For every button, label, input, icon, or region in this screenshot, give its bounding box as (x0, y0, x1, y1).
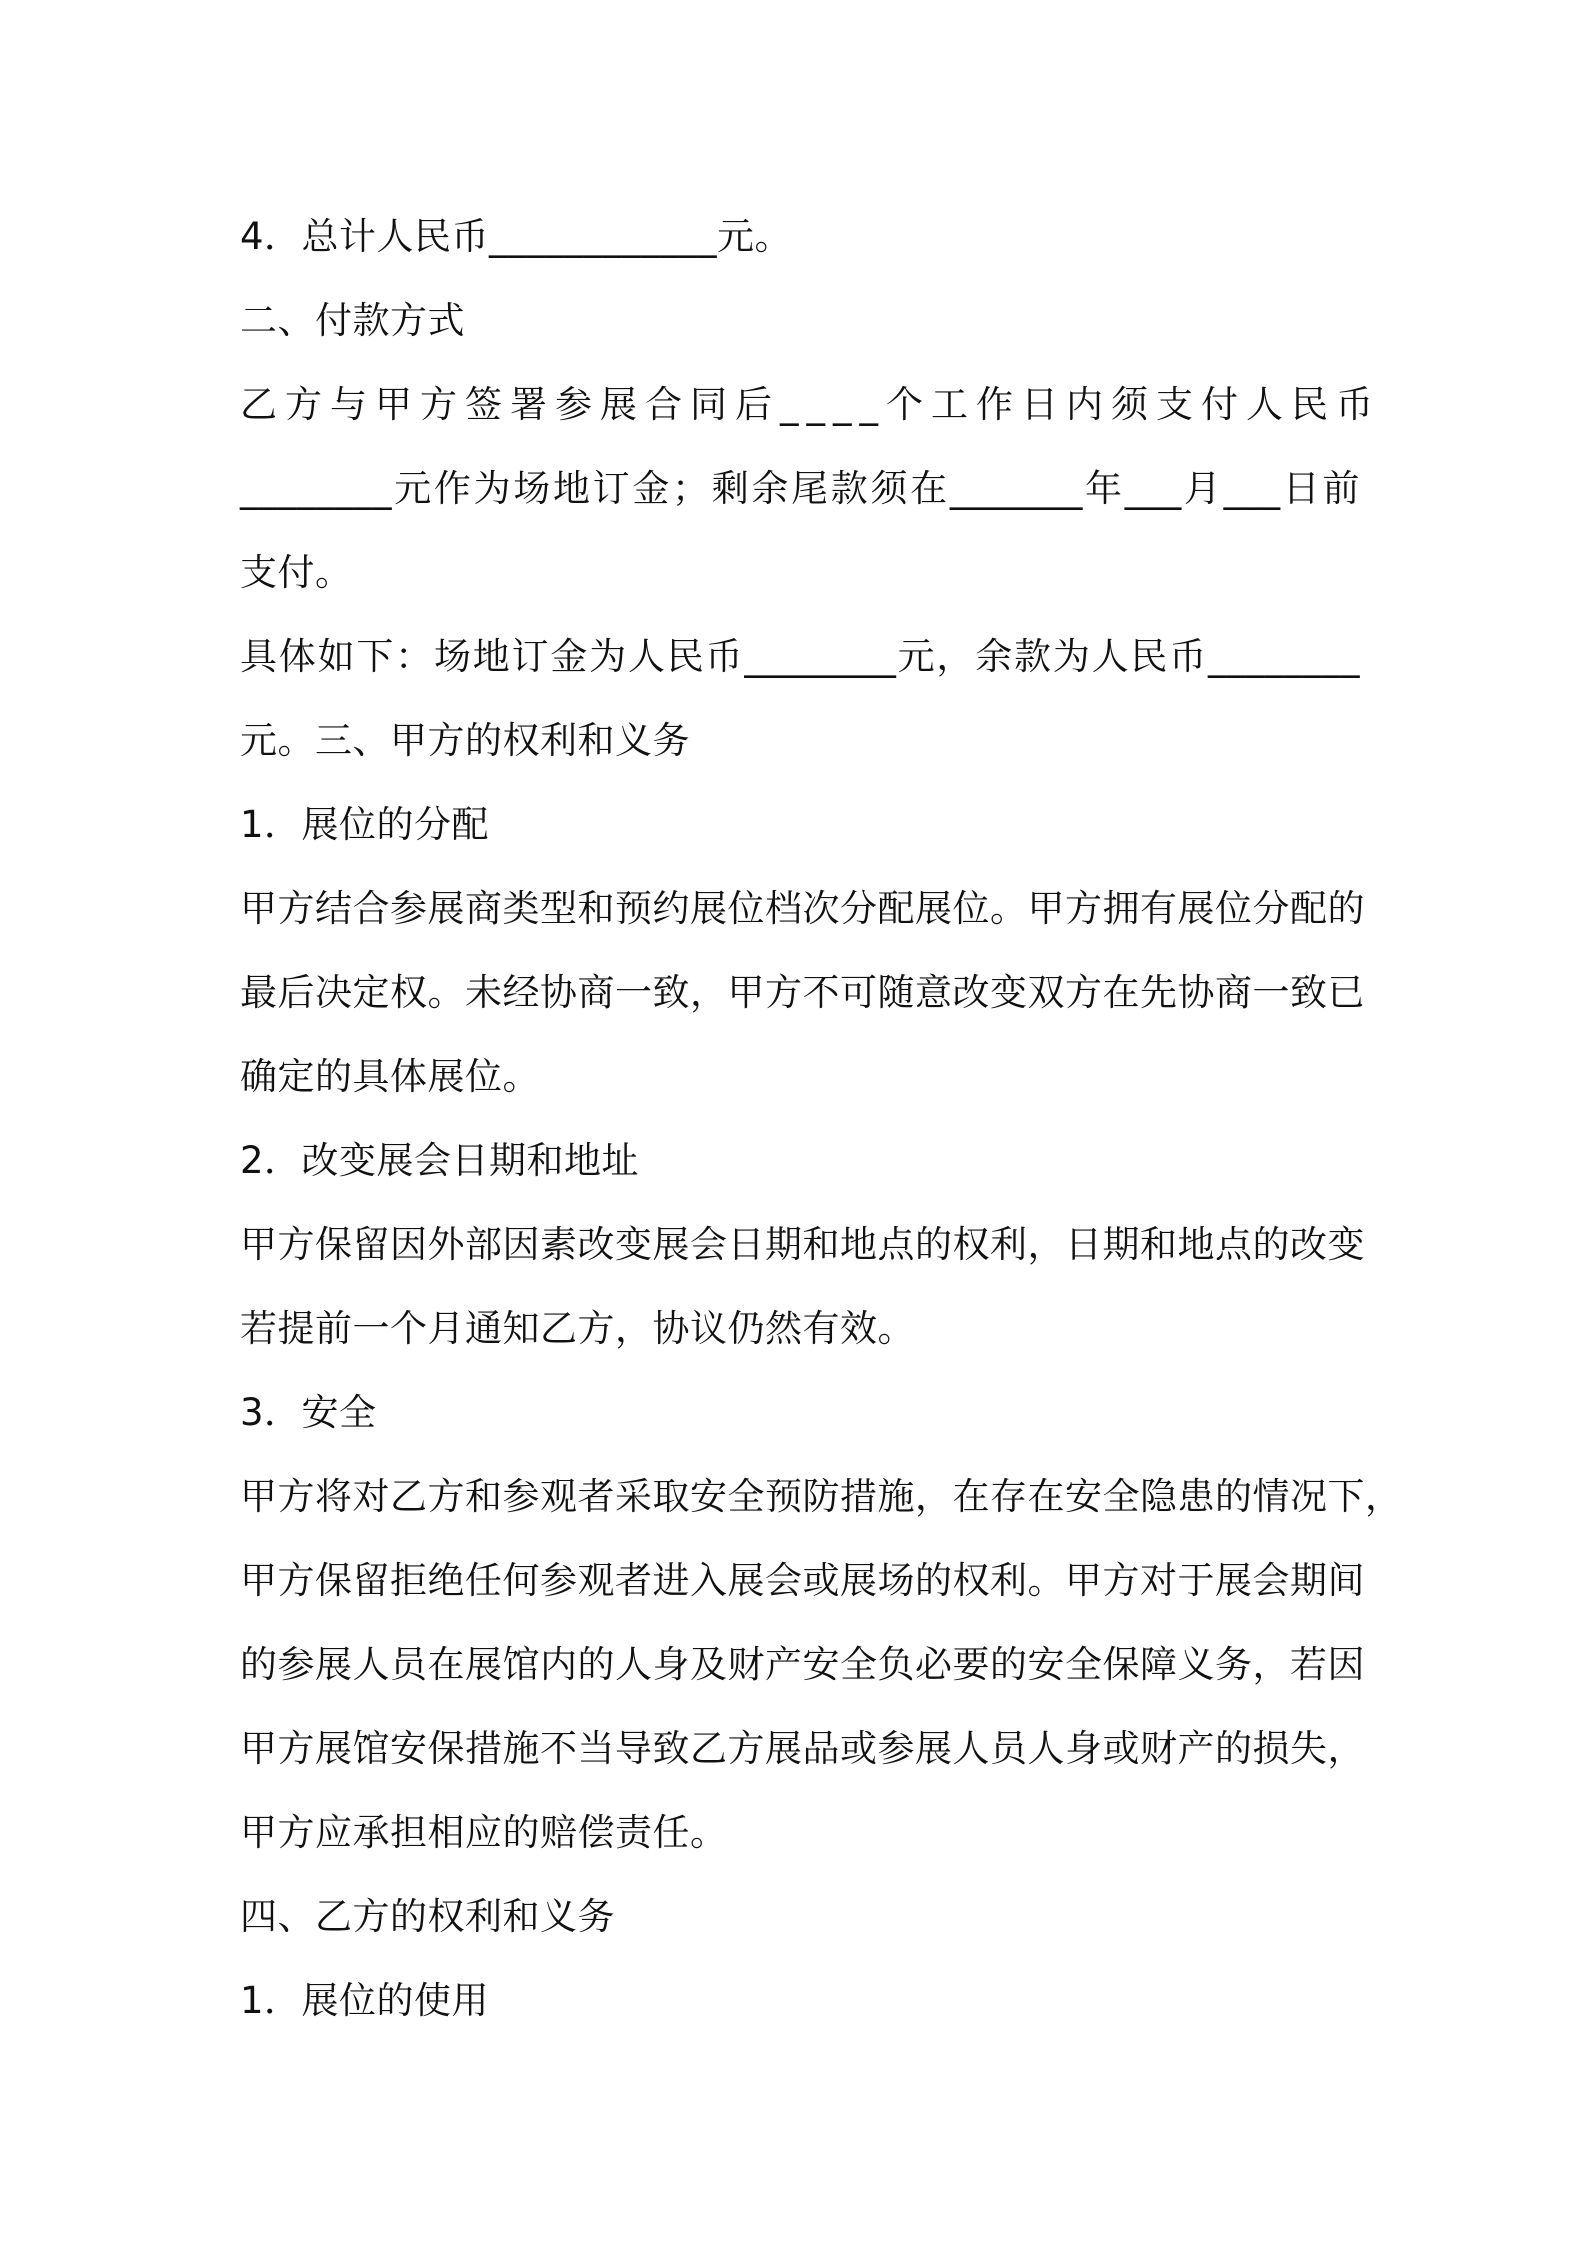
safety-paragraph-line: 甲方应承担相应的赔偿责任。 (240, 1811, 728, 1854)
payment-paragraph-line: ________元作为场地订金；剩余尾款须在_______年___月___日前 (240, 467, 1360, 510)
section-heading-party-b: 四、乙方的权利和义务 (240, 1895, 615, 1938)
payment-details-line: 具体如下：场地订金为人民币________元，余款为人民币________ (240, 635, 1360, 678)
document-body (240, 195, 1403, 2043)
safety-paragraph-line: 甲方保留拒绝任何参观者进入展会或展场的权利。甲方对于展会期间 (240, 1559, 1365, 1602)
subheading-booth-usage: 1．展位的使用 (240, 1979, 490, 2022)
safety-paragraph-line: 的参展人员在展馆内的人身及财产安全负必要的安全保障义务，若因 (240, 1643, 1365, 1686)
payment-paragraph-line: 乙方与甲方签署参展合同后____个工作日内须支付人民币 (240, 383, 1381, 426)
section-heading-party-a: 元。三、甲方的权利和义务 (240, 719, 690, 762)
subheading-change-date-address: 2．改变展会日期和地址 (240, 1139, 640, 1182)
section-heading-payment: 二、付款方式 (240, 299, 465, 342)
booth-allocation-paragraph-line: 甲方结合参展商类型和预约展位档次分配展位。甲方拥有展位分配的 (240, 887, 1365, 930)
booth-allocation-paragraph-line: 确定的具体展位。 (240, 1055, 540, 1098)
clause-total-amount: 4．总计人民币____________元。 (240, 215, 793, 258)
subheading-safety: 3．安全 (240, 1391, 377, 1434)
change-date-paragraph-line: 甲方保留因外部因素改变展会日期和地点的权利，日期和地点的改变 (240, 1223, 1365, 1266)
booth-allocation-paragraph-line: 最后决定权。未经协商一致，甲方不可随意改变双方在先协商一致已 (240, 971, 1365, 1014)
subheading-booth-allocation: 1．展位的分配 (240, 803, 490, 846)
payment-paragraph-line: 支付。 (240, 551, 353, 594)
change-date-paragraph-line: 若提前一个月通知乙方，协议仍然有效。 (240, 1307, 915, 1350)
safety-paragraph-line: 甲方将对乙方和参观者采取安全预防措施，在存在安全隐患的情况下， (240, 1475, 1403, 1518)
safety-paragraph-line: 甲方展馆安保措施不当导致乙方展品或参展人员人身或财产的损失， (240, 1727, 1365, 1770)
